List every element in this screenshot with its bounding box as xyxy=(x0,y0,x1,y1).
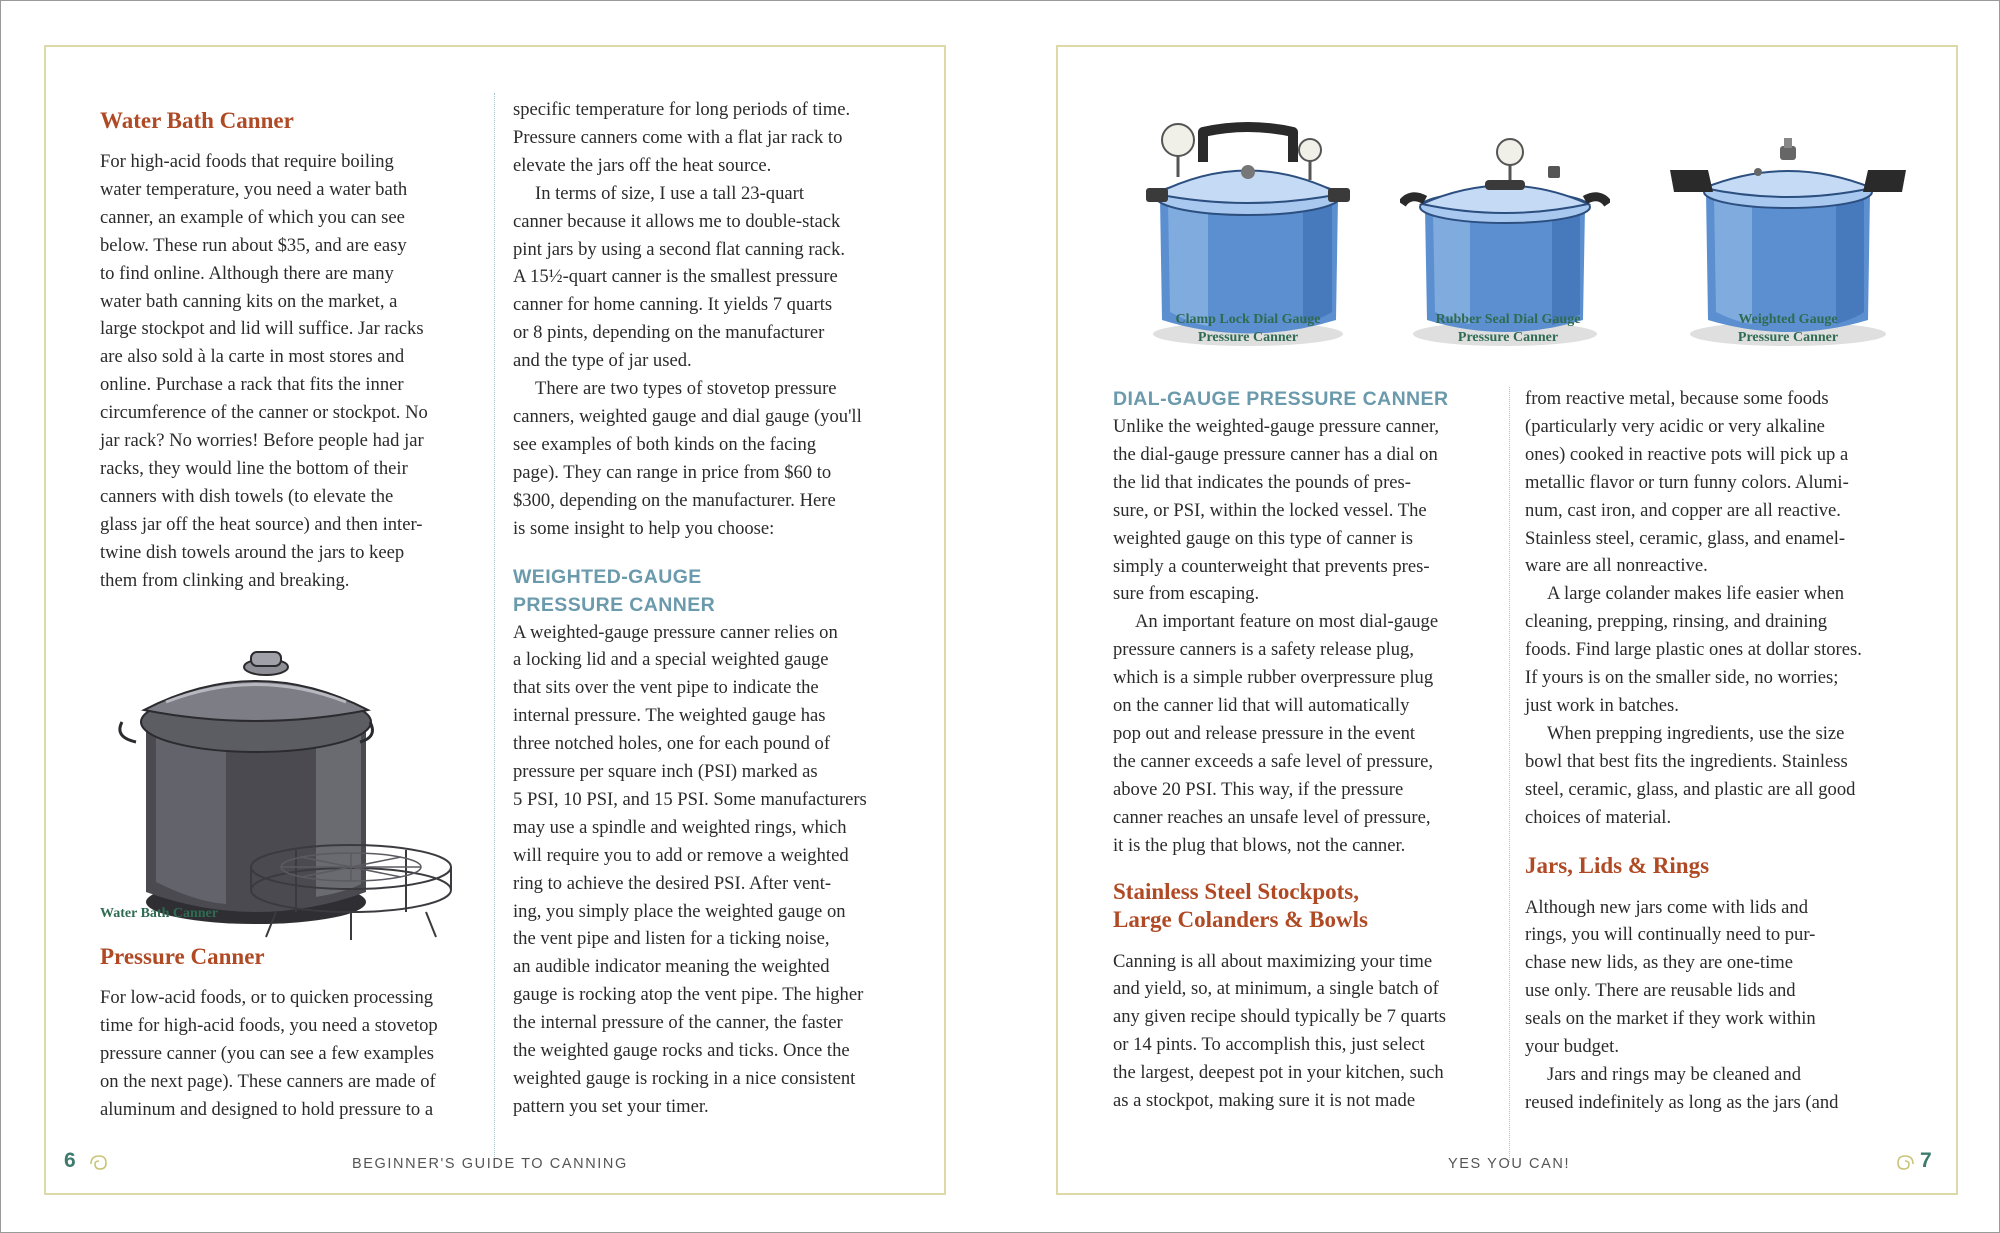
left-page xyxy=(44,45,946,1195)
weighted-gauge-paragraph: A weighted-gauge pressure canner relies on a locking lid and a special weighted gauge that sits over the vent pipe to indicate the internal pressure. The weighted gauge has three notched holes, one for each pound of pressure per square inch (PSI) marked as 5 PSI, 10 PSI, and 15 PSI. Some manufacturers may use a spindle and weighted rings, which will require you to add or remove a weighted ring to achieve the desired PSI. After vent- ing, you simply place the weighted gauge on the vent pipe and listen for a ticking noise, an audible indicator meaning the weighted gauge is rocking atop the vent pipe. The higher the internal pressure of the canner, the faster the weighted gauge rocks and ticks. Once the weighted gauge is rocking in a nice consistent pattern you set your timer. xyxy=(513,621,867,1117)
reactive-metal-paragraph: from reactive metal, because some foods (particularly very acidic or very alkaline ones) cooked in reactive pots will pick up a metallic flavor or turn funny colors. Alumi- num, cast iron, and copper are all reactive. Stainless steel, ceramic, glass, and enamel- ware are all nonreactive. xyxy=(1525,388,1849,577)
column-divider-left xyxy=(494,93,495,1163)
dial-gauge-paragraph-1: Unlike the weighted-gauge pressure canner, the dial-gauge pressure canner has a dial on the lid that indicates the pounds of pres- sure, or PSI, within the locked vessel. The weighted gauge on this type of canner is simply a counterweight that prevents pres- sure from escaping. xyxy=(1113,416,1440,605)
running-title-left: BEGINNER'S GUIDE TO CANNING xyxy=(352,1156,628,1172)
caption-water-bath-canner: Water Bath Canner xyxy=(100,906,218,921)
right-column-1 xyxy=(1113,385,1493,1115)
running-title-right: YES YOU CAN! xyxy=(1448,1156,1571,1172)
heading-weighted-gauge: WEIGHTED-GAUGE PRESSURE CANNER xyxy=(513,565,716,616)
page-number-left: 6 xyxy=(64,1149,76,1172)
swirl-ornament-left xyxy=(88,1152,110,1174)
water-bath-paragraph: For high-acid foods that require boiling water temperature, you need a water bath canner, an example of which you can see below. These run about $35, and are easy to find online. Although there are many water bath canning kits on the market, a large stockpot and lid will suffice. Jar racks are also sold à la carte in most stores and online. Purchase a rack that fits the inner circumference of the canner or stockpot. No jar rack? No worries! Before people had jar racks, they would line the bottom of their canners with dish towels (to elevate the glass jar off the heat source) and then inter- twine dish towels around the jars to keep them from clinking and breaking. xyxy=(100,151,428,591)
left-column-1 xyxy=(100,107,480,595)
canner-types-paragraph: There are two types of stovetop pressure canners, weighted gauge and dial gauge (you'll see examples of both kinds on the facing page). They can range in price from $60 to $300, depending on the manufacturer. Here is some insight to help you choose: xyxy=(513,378,862,539)
heading-jars-lids-rings: Jars, Lids & Rings xyxy=(1525,852,1710,878)
pressure-canner-paragraph: For low-acid foods, or to quicken processing time for high-acid foods, you need a stovetop pressure canner (you can see a few examples on the next page). These canners are made of aluminum and designed to hold pressure to a xyxy=(100,987,438,1120)
bowl-paragraph: When prepping ingredients, use the size bowl that best fits the ingredients. Stainless steel, ceramic, glass, and plastic are all good choices of material. xyxy=(1525,722,1856,828)
right-column-2 xyxy=(1525,385,1915,1117)
caption-rubber-seal: Rubber Seal Dial Gauge Pressure Canner xyxy=(1435,312,1581,345)
column-divider-right xyxy=(1509,387,1510,1162)
canner-size-paragraph: In terms of size, I use a tall 23-quart canner because it allows me to double-stack pint jars by using a second flat canning rack. A 15½-quart canner is the smallest pressure canner for home canning. It yields 7 quarts or 8 pints, depending on the manufacturer and the type of jar used. xyxy=(513,182,846,372)
heading-pressure-canner: Pressure Canner xyxy=(100,944,265,969)
jars-paragraph-2: Jars and rings may be cleaned and reused indefinitely as long as the jars (and xyxy=(1525,1063,1839,1113)
caption-weighted-gauge: Weighted Gauge Pressure Canner xyxy=(1737,312,1839,345)
heading-dial-gauge: DIAL-GAUGE PRESSURE CANNER xyxy=(1113,388,1449,410)
pressure-canner-continued: specific temperature for long periods of time. Pressure canners come with a flat jar rack to elevate the jars off the heat source. xyxy=(513,99,851,176)
page-number-right: 7 xyxy=(1920,1149,1932,1172)
heading-water-bath-canner: Water Bath Canner xyxy=(100,108,294,133)
left-column-2 xyxy=(513,96,903,1121)
swirl-ornament-right xyxy=(1894,1152,1916,1174)
caption-clamp-lock: Clamp Lock Dial Gauge Pressure Canner xyxy=(1175,312,1321,345)
jars-paragraph-1: Although new jars come with lids and rings, you will continually need to pur- chase new lids, as they are one-time use only. There are reusable lids and seals on the market if they work within your budget. xyxy=(1525,896,1816,1058)
dial-gauge-paragraph-2: An important feature on most dial-gauge pressure canners is a safety release plug, which is a simple rubber overpressure plug on the canner lid that will automatically pop out and release pressure in the event the canner exceeds a safe level of pressure, above 20 PSI. This way, if the pressure canner reaches an unsafe level of pressure, it is the plug that blows, not the canner. xyxy=(1113,611,1439,856)
left-column-1-lower xyxy=(100,943,480,1124)
heading-stockpots: Stainless Steel Stockpots, Large Colanders & Bowls xyxy=(1113,878,1368,932)
right-page xyxy=(1056,45,1958,1195)
colander-paragraph: A large colander makes life easier when cleaning, prepping, rinsing, and draining foods. Find large plastic ones at dollar stores. If yours is on the smaller side, no worries; just work in batches. xyxy=(1525,583,1862,716)
stockpots-paragraph: Canning is all about maximizing your time and yield, so, at minimum, a single batch of any given recipe should typically be 7 quarts or 14 pints. To accomplish this, just select the largest, deepest pot in your kitchen, such as a stockpot, making sure it is not made xyxy=(1113,950,1447,1112)
